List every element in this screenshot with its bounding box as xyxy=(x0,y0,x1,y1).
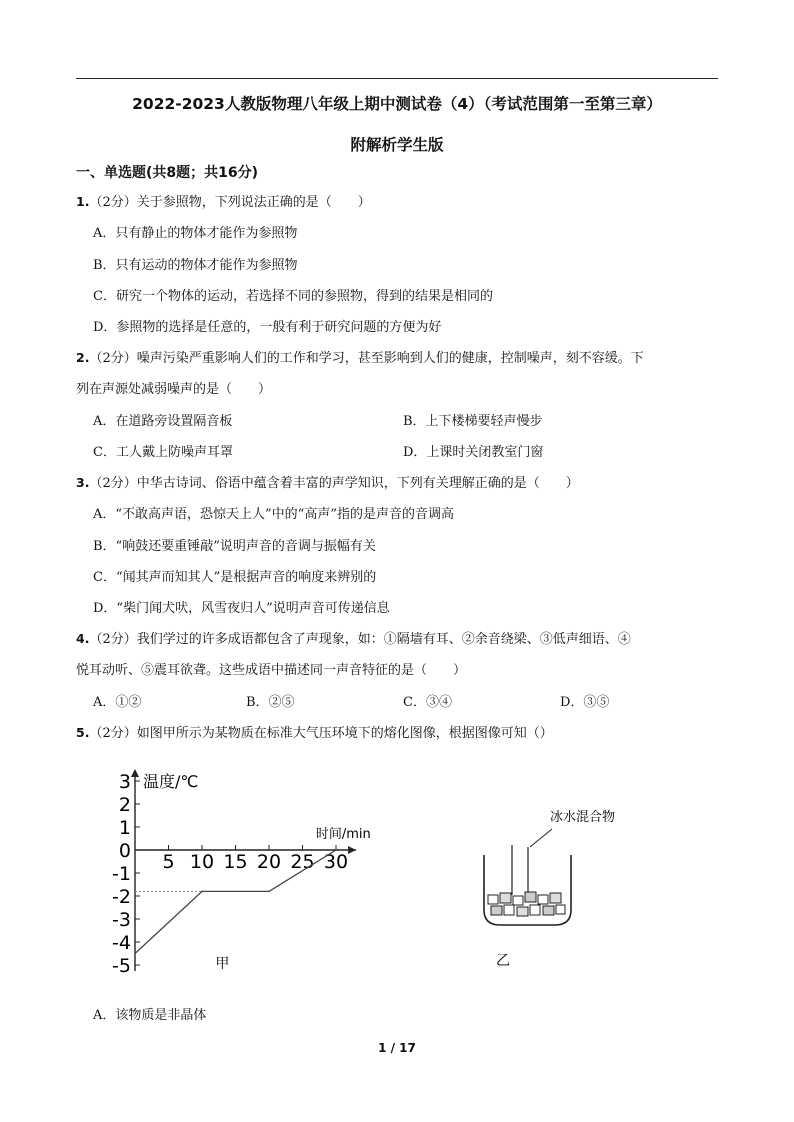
document-title: 2022-2023人教版物理八年级上期中测试卷（4）（考试范围第一至第三章） xyxy=(132,95,662,113)
x-tick-label: 25 xyxy=(290,851,315,873)
question-5-option-a: A．该物质是非晶体 xyxy=(93,1008,207,1023)
y-tick-label: -3 xyxy=(112,909,131,931)
question-4-option-b: B．②⑤ xyxy=(246,695,295,710)
question-4-stem xyxy=(76,628,631,647)
beaker-figure xyxy=(460,795,650,975)
melting-graph xyxy=(100,755,400,975)
y-tick-label: 1 xyxy=(118,817,131,839)
question-score: （2分） xyxy=(89,351,137,366)
question-text: 噪声污染严重影响人们的工作和学习，甚至影响到人们的健康，控制噪声，刻不容缓。下 xyxy=(136,351,644,366)
y-tick-label: 0 xyxy=(118,840,131,862)
beaker-label-leader xyxy=(530,829,552,847)
question-2-stem-continued: 列在声源处减弱噪声的是（ ） xyxy=(76,382,272,397)
header-rule xyxy=(76,78,718,79)
question-1-option-d: D．参照物的选择是任意的，一般有利于研究问题的方便为好 xyxy=(93,320,442,335)
question-2-option-b: B．上下楼梯要轻声慢步 xyxy=(403,414,543,429)
question-4-option-a: A．①② xyxy=(93,695,142,710)
question-score: （2分） xyxy=(89,726,137,741)
question-text: 中华古诗词、俗语中蕴含着丰富的声学知识，下列有关理解正确的是（ ） xyxy=(136,476,579,491)
question-4-stem-continued: 悦耳动听、⑤震耳欲聋。这些成语中描述同一声音特征的是（ ） xyxy=(76,663,467,678)
x-axis-arrow-icon xyxy=(348,846,356,854)
data-point xyxy=(201,891,203,893)
y-tick-label: 3 xyxy=(118,771,131,793)
question-2-option-a: A．在道路旁设置隔音板 xyxy=(93,414,233,429)
data-point xyxy=(268,891,270,893)
question-text: 关于参照物，下列说法正确的是（ ） xyxy=(136,195,371,210)
question-3-option-b: B．“响鼓还要重锤敲”说明声音的音调与振幅有关 xyxy=(93,539,376,554)
ice-cubes-icon xyxy=(488,892,565,916)
y-axis-label: 温度/℃ xyxy=(143,772,199,791)
y-tick-label: -1 xyxy=(112,863,131,885)
x-tick-label: 10 xyxy=(189,851,215,873)
question-3-stem xyxy=(76,472,579,491)
question-number: 4. xyxy=(76,631,90,646)
figure-label-jia: 甲 xyxy=(215,956,230,972)
question-2-option-d: D．上课时关闭教室门窗 xyxy=(403,445,544,460)
data-point xyxy=(134,953,136,955)
question-number: 2. xyxy=(76,350,90,365)
question-number: 3. xyxy=(76,475,90,490)
figure-label-yi: 乙 xyxy=(496,953,510,969)
y-tick-label: -5 xyxy=(112,955,131,975)
beaker-label: 冰水混合物 xyxy=(550,810,616,825)
question-5-stem xyxy=(76,722,553,741)
page-number: 1 / 17 xyxy=(378,1041,416,1055)
question-4-option-d: D．③⑤ xyxy=(560,695,610,710)
x-tick-label: 30 xyxy=(323,851,349,873)
question-2-stem xyxy=(76,347,644,366)
x-tick-label: 20 xyxy=(256,851,282,873)
question-4-option-c: C．③④ xyxy=(403,695,452,710)
y-axis-arrow-icon xyxy=(131,769,139,777)
question-score: （2分） xyxy=(89,632,137,647)
x-axis-label: 时间/min xyxy=(315,827,371,842)
question-3-option-a: A．“不敢高声语，恐惊天上人”中的“高声”指的是声音的音调高 xyxy=(93,507,454,522)
question-3-option-d: D．“柴门闻犬吠，风雪夜归人”说明声音可传递信息 xyxy=(93,601,390,616)
question-1-option-a: A．只有静止的物体才能作为参照物 xyxy=(93,226,298,241)
question-3-option-c: C．“闻其声而知其人”是根据声音的响度来辨别的 xyxy=(93,570,377,585)
y-tick-label: -4 xyxy=(112,932,131,954)
question-1-stem xyxy=(76,191,371,210)
question-score: （2分） xyxy=(89,195,137,210)
x-tick-label: 15 xyxy=(223,851,248,873)
question-2-option-c: C．工人戴上防噪声耳罩 xyxy=(93,445,233,460)
question-number: 5. xyxy=(76,725,90,740)
question-1-option-c: C．研究一个物体的运动，若选择不同的参照物，得到的结果是相同的 xyxy=(93,289,493,304)
question-score: （2分） xyxy=(89,476,137,491)
question-text: 我们学过的许多成语都包含了声现象，如：①隔墙有耳、②余音绕梁、③低声细语、④ xyxy=(136,632,631,647)
document-subtitle: 附解析学生版 xyxy=(350,136,444,154)
question-text: 如图甲所示为某物质在标准大气压环境下的熔化图像，根据图像可知（） xyxy=(136,726,553,741)
question-1-option-b: B．只有运动的物体才能作为参照物 xyxy=(93,258,298,273)
y-tick-label: -2 xyxy=(112,886,131,908)
section-heading: 一、单选题(共8题；共16分) xyxy=(76,165,259,181)
data-point xyxy=(335,849,337,851)
x-tick-label: 5 xyxy=(162,851,175,873)
question-number: 1. xyxy=(76,194,90,209)
y-tick-label: 2 xyxy=(118,794,131,816)
